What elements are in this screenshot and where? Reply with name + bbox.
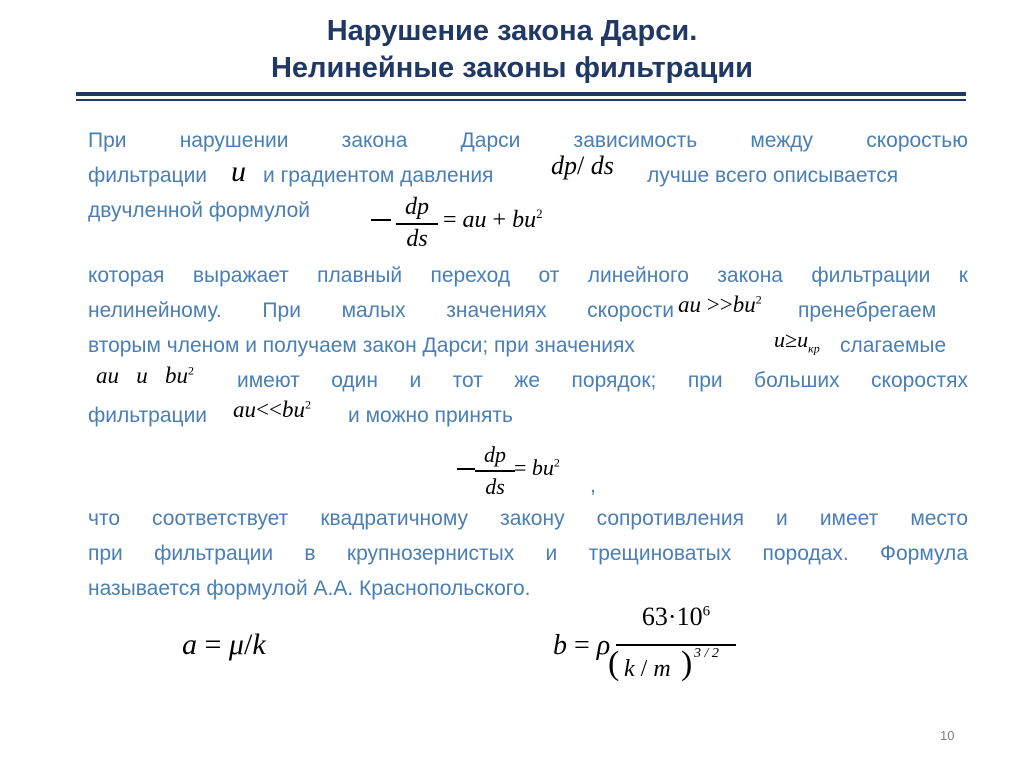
slide-title-line-2: Нелинейные законы фильтрации (270, 52, 754, 84)
title-divider-thin (76, 99, 966, 101)
body-line-10: при фильтрации в крупнозернистых и трещиноватых породах. Формула (88, 542, 968, 565)
page-number: 10 (940, 728, 955, 743)
body-line-2-start: фильтрации (88, 164, 208, 187)
body-line-3: двучленной формулой (88, 199, 311, 222)
body-line-11: называется формулой А.А. Краснопольского. (88, 577, 531, 600)
low-velocity-condition: au $>>bu^2$ (678, 292, 762, 317)
formula-a: a = μ/k (182, 628, 266, 661)
formula-comma: , (590, 474, 596, 497)
body-line-6-end: слагаемые (840, 334, 947, 357)
high-velocity-condition: $au<<bu^2$ (233, 397, 311, 422)
terms-au-and-bu2: au u $bu^2$ (96, 363, 194, 388)
body-line-2-end: лучше всего описывается (647, 164, 899, 187)
title-divider-thick (76, 92, 966, 96)
body-line-2-mid: и градиентом давления (263, 164, 494, 187)
body-line-6-start: вторым членом и получаем закон Дарси; при значениях (88, 334, 635, 357)
velocity-symbol: u (231, 155, 246, 188)
body-line-5-end: пренебрегаем (798, 299, 937, 322)
body-line-4: которая выражает плавный переход от линейного закона фильтрации к (88, 264, 968, 287)
body-line-1: При нарушении закона Дарси зависимость между скоростью (88, 129, 968, 152)
pressure-gradient-symbol: dp/ ds (551, 151, 614, 180)
slide-title-line-1: Нарушение закона Дарси. (326, 15, 698, 47)
body-line-8-end: и можно принять (348, 404, 513, 427)
critical-velocity-condition: $u\ge u_{кр}$ (774, 327, 820, 356)
body-line-5-start: нелинейному. При малых значениях скорости (88, 299, 674, 322)
body-line-7: имеют один и тот же порядок; при больших скоростях (237, 369, 968, 392)
body-line-9: что соответствует квадратичному закону сопротивления и имеет место (88, 507, 968, 530)
body-line-8-start: фильтрации (88, 404, 208, 427)
